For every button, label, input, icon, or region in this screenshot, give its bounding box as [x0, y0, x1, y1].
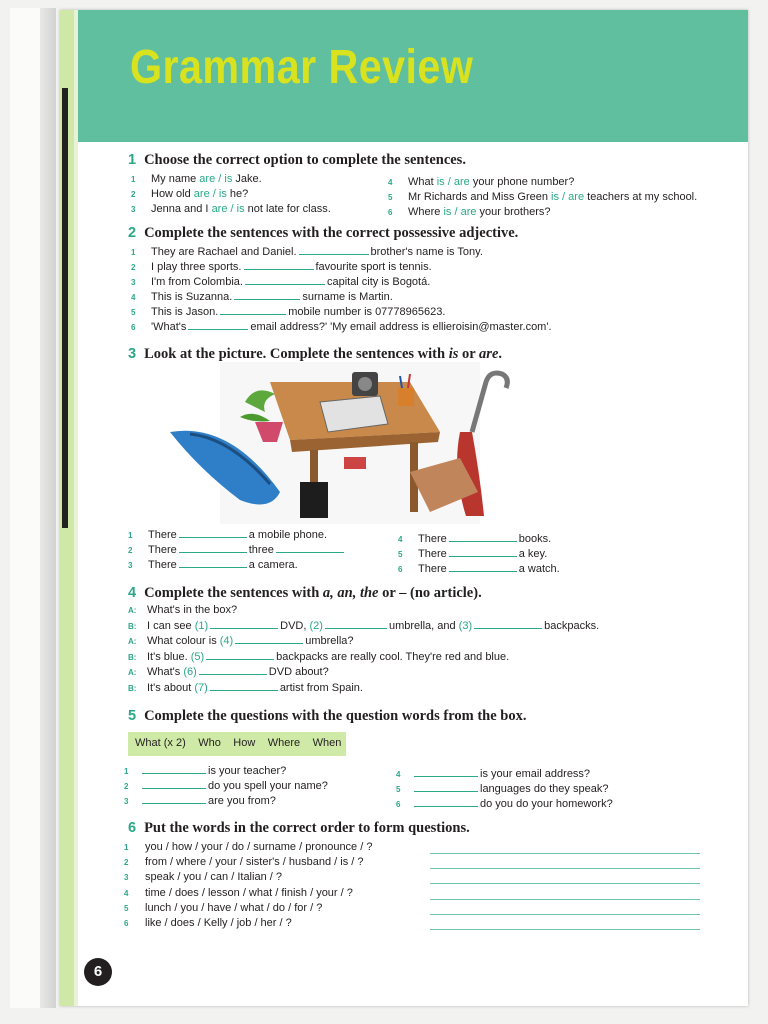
sentence-row	[148, 559, 298, 572]
sentence-end: your phone number?	[469, 176, 575, 188]
item-number: 4	[131, 293, 136, 302]
option-2[interactable]: are	[453, 176, 470, 188]
item-number: 2	[128, 546, 133, 555]
sentence-end: a watch.	[518, 563, 560, 575]
answer-blank[interactable]	[210, 683, 278, 691]
item-number: 6	[398, 565, 403, 574]
sentence-row	[151, 321, 552, 334]
speaker-label: A:	[128, 668, 137, 678]
item-number: 1	[131, 248, 136, 257]
item-number: 6	[124, 919, 129, 928]
answer-blank[interactable]	[414, 784, 478, 792]
item-number: 1	[128, 531, 133, 540]
sentence-end: he?	[226, 188, 249, 200]
dialogue-text: What colour is	[147, 635, 220, 648]
sentence-start: Mr Richards and Miss Green	[408, 191, 552, 203]
sentence-start: How old	[151, 188, 194, 200]
item-number: 2	[131, 190, 136, 199]
sentence-end: teachers at my school.	[584, 191, 698, 203]
answer-blank[interactable]	[449, 564, 517, 572]
sentence-start: There	[148, 559, 177, 571]
answer-line[interactable]	[430, 914, 700, 915]
gap-number: (3)	[458, 619, 473, 632]
sentence-start: Jenna and I	[151, 203, 212, 215]
section-3-heading: 3 Look at the picture. Complete the sentences with is or are.	[128, 346, 503, 362]
answer-blank[interactable]	[142, 766, 206, 774]
word-order-prompt: time / does / lesson / what / finish / your / ?	[145, 886, 353, 899]
question-row	[412, 768, 590, 781]
answer-line[interactable]	[430, 929, 700, 930]
dialogue-text: It's blue.	[147, 650, 191, 663]
option-1[interactable]: are	[211, 203, 228, 215]
item-number: 6	[396, 800, 401, 809]
answer-blank[interactable]	[235, 636, 303, 644]
dialogue-row	[147, 651, 509, 664]
sentence-row	[148, 544, 346, 557]
sentence-row	[148, 529, 327, 542]
option-1[interactable]: is	[436, 176, 445, 188]
page-number: 6	[84, 958, 112, 986]
dialogue-text: backpacks.	[544, 619, 600, 632]
sentence-start: They are Rachael and Daniel.	[151, 246, 297, 258]
sentence-row	[151, 276, 430, 289]
word-order-prompt: from / where / your / sister's / husband / is / ?	[145, 856, 364, 869]
answer-blank[interactable]	[244, 262, 314, 270]
sentence-end: capital city is Bogotá.	[326, 276, 431, 288]
answer-blank[interactable]	[210, 621, 278, 629]
binding-dark-strip	[62, 88, 68, 528]
option-separator: /	[451, 206, 461, 218]
option-2[interactable]: is	[218, 188, 227, 200]
sentence-start: There	[418, 548, 447, 560]
section-1-heading: 1 Choose the correct option to complete the sentences.	[128, 152, 466, 168]
sentence-row	[151, 188, 248, 201]
sentence-start: Where	[408, 206, 444, 218]
backpack-icon	[300, 482, 328, 518]
item-number: 3	[124, 873, 129, 883]
dialogue-text: umbrella, and	[388, 619, 459, 632]
pencil-cup-icon	[398, 388, 414, 406]
item-number: 3	[128, 561, 133, 570]
answer-line[interactable]	[430, 883, 700, 884]
dialogue-text: It's about	[147, 682, 195, 694]
sentence-end: favourite sport is tennis.	[315, 261, 432, 273]
sentence-row	[151, 246, 483, 259]
sentence-row	[151, 306, 445, 319]
answer-blank[interactable]	[179, 545, 247, 553]
book-binding	[10, 8, 44, 1008]
answer-blank[interactable]	[245, 277, 325, 285]
item-number: 5	[124, 903, 129, 913]
item-number: 2	[124, 858, 129, 868]
sentence-row	[408, 176, 574, 189]
dialogue-row	[147, 620, 599, 633]
gap-number: (6)	[183, 666, 197, 679]
answer-blank[interactable]	[474, 621, 542, 629]
sentence-row	[151, 261, 432, 274]
sentence-start: 'What's	[151, 321, 187, 333]
answer-blank[interactable]	[206, 652, 274, 660]
books-icon	[344, 457, 366, 469]
section-2-heading: 2 Complete the sentences with the correct possessive adjective.	[128, 225, 519, 241]
sentence-start: This is Jason.	[151, 306, 219, 318]
answer-blank[interactable]	[276, 545, 344, 553]
dialogue-row	[147, 635, 354, 648]
sentence-end: surname is Martin.	[302, 291, 393, 303]
word-order-prompt: speak / you / can / Italian / ?	[145, 871, 282, 884]
answer-blank[interactable]	[142, 781, 206, 789]
question-row	[140, 780, 328, 793]
dialogue-text: I can see	[147, 619, 195, 632]
question-word: How	[233, 737, 256, 749]
dialogue-row	[147, 604, 237, 617]
answer-blank[interactable]	[179, 560, 247, 568]
gap-number: (4)	[219, 635, 234, 648]
option-1[interactable]: are	[199, 173, 216, 185]
item-number: 5	[398, 550, 403, 559]
answer-blank[interactable]	[325, 621, 387, 629]
dialogue-text: What's in the box?	[147, 604, 238, 616]
item-number: 1	[124, 767, 129, 776]
question-words-box	[128, 732, 346, 756]
sentence-row	[151, 291, 393, 304]
sentence-start: There	[148, 529, 177, 541]
sentence-start: I'm from Colombia.	[151, 276, 243, 288]
word-order-prompt: lunch / you / have / what / do / for / ?	[145, 901, 323, 914]
speaker-label: A:	[128, 606, 137, 615]
sentence-start: There	[418, 533, 447, 545]
dialogue-row	[147, 682, 363, 695]
item-number: 3	[131, 278, 136, 287]
dialogue-text: backpacks are really cool. They're red and blue.	[276, 650, 510, 663]
sentence-end: not late for class.	[244, 203, 331, 215]
question-text: is your email address?	[480, 768, 591, 780]
gap-number: (2)	[309, 619, 323, 632]
answer-blank[interactable]	[234, 292, 300, 300]
sentence-end: a key.	[518, 548, 548, 560]
item-number: 6	[388, 208, 393, 217]
item-number: 5	[388, 193, 393, 202]
sentence-start: There	[148, 544, 177, 556]
sentence-end: books.	[518, 533, 552, 545]
speaker-label: B:	[128, 684, 137, 693]
option-separator: /	[209, 188, 219, 200]
item-number: 5	[396, 785, 401, 794]
question-text: do you do your homework?	[480, 798, 613, 810]
sentence-row	[418, 548, 547, 561]
answer-blank[interactable]	[449, 549, 517, 557]
item-number: 2	[124, 782, 129, 791]
section-6-heading: 6 Put the words in the correct order to form questions.	[128, 820, 470, 836]
desk-illustration	[160, 362, 520, 524]
dialogue-text: DVD about?	[268, 666, 329, 679]
word-order-prompt: like / does / Kelly / job / her / ?	[145, 917, 292, 929]
speaker-label: B:	[128, 652, 137, 662]
gap-number: (1)	[194, 619, 209, 632]
dialogue-row	[147, 666, 329, 679]
item-number: 4	[388, 178, 393, 187]
answer-line[interactable]	[430, 868, 700, 869]
dialogue-text: umbrella?	[305, 635, 354, 648]
option-2[interactable]: are	[460, 206, 477, 218]
answer-blank[interactable]	[414, 769, 478, 777]
section-5-heading: 5 Complete the questions with the question words from the box.	[128, 708, 527, 724]
sentence-end: Jake.	[232, 173, 262, 185]
dialogue-text: What's	[147, 666, 184, 679]
option-separator: /	[227, 203, 237, 215]
option-1[interactable]: is	[443, 206, 452, 218]
sentence-start: This is Suzanna.	[151, 291, 233, 303]
sentence-end: brother's name is Tony.	[370, 246, 483, 258]
sentence-end: your brothers?	[476, 206, 551, 218]
gap-number: (7)	[194, 682, 208, 694]
sentence-row	[151, 173, 262, 186]
question-word: Where	[267, 737, 301, 749]
answer-blank[interactable]	[449, 534, 517, 542]
binding-shadow	[40, 8, 56, 1008]
dialogue-text: DVD,	[280, 619, 310, 632]
gap-number: (5)	[190, 650, 205, 663]
word-order-prompt: you / how / your / do / surname / pronounce / ?	[145, 841, 373, 853]
sentence-end: email address?' 'My email address is ellieroisin@master.com'.	[250, 321, 552, 333]
answer-blank[interactable]	[199, 667, 267, 675]
answer-line[interactable]	[430, 899, 700, 900]
question-word: Who	[198, 737, 221, 749]
answer-blank[interactable]	[179, 530, 247, 538]
answer-line[interactable]	[430, 853, 700, 854]
question-row	[412, 798, 613, 811]
question-row	[140, 795, 276, 808]
page-green-edge-light	[74, 10, 78, 1006]
sentence-start: What	[408, 176, 437, 188]
sentence-end: three	[248, 544, 274, 556]
speaker-label: B:	[128, 621, 137, 631]
speaker-label: A:	[128, 637, 137, 647]
section-4-heading: 4 Complete the sentences with a, an, the or – (no article).	[128, 585, 482, 601]
item-number: 3	[131, 205, 136, 214]
sentence-start: My name	[151, 173, 200, 185]
sentence-end: a camera.	[248, 559, 298, 571]
answer-blank[interactable]	[414, 799, 478, 807]
option-separator: /	[444, 176, 454, 188]
option-2[interactable]: is	[224, 173, 233, 185]
sentence-end: a mobile phone.	[248, 529, 328, 541]
question-text: languages do they speak?	[480, 783, 609, 795]
sentence-row	[418, 563, 560, 576]
answer-blank[interactable]	[220, 307, 286, 315]
option-1[interactable]: are	[193, 188, 210, 200]
sentence-row	[408, 191, 697, 204]
option-separator: /	[215, 173, 225, 185]
item-number: 4	[396, 770, 401, 779]
sentence-row	[151, 203, 331, 216]
answer-blank[interactable]	[188, 322, 248, 330]
item-number: 1	[131, 175, 136, 184]
dialogue-text: artist from Spain.	[279, 682, 363, 694]
question-text: are you from?	[208, 795, 276, 807]
item-number: 5	[131, 308, 136, 317]
question-text: do you spell your name?	[208, 780, 328, 792]
item-number: 3	[124, 797, 129, 806]
sentence-row	[418, 533, 551, 546]
item-number: 2	[131, 263, 136, 272]
option-2[interactable]: is	[236, 203, 245, 215]
sentence-row	[408, 206, 550, 219]
item-number: 1	[124, 843, 129, 852]
item-number: 4	[124, 888, 129, 898]
question-text: is your teacher?	[208, 765, 287, 777]
answer-blank[interactable]	[299, 247, 369, 255]
option-separator: /	[559, 191, 569, 203]
sentence-start: I play three sports.	[151, 261, 242, 273]
question-word: When	[312, 737, 342, 749]
option-2[interactable]: are	[568, 191, 585, 203]
sentence-end: mobile number is 07778965623.	[288, 306, 446, 318]
page-title: Grammar Review	[130, 41, 474, 94]
question-word: What (x 2)	[135, 737, 186, 749]
answer-blank[interactable]	[142, 796, 206, 804]
question-row	[140, 765, 286, 778]
sentence-start: There	[418, 563, 447, 575]
question-row	[412, 783, 608, 796]
item-number: 4	[398, 535, 403, 544]
option-1[interactable]: is	[551, 191, 559, 203]
item-number: 6	[131, 323, 136, 332]
